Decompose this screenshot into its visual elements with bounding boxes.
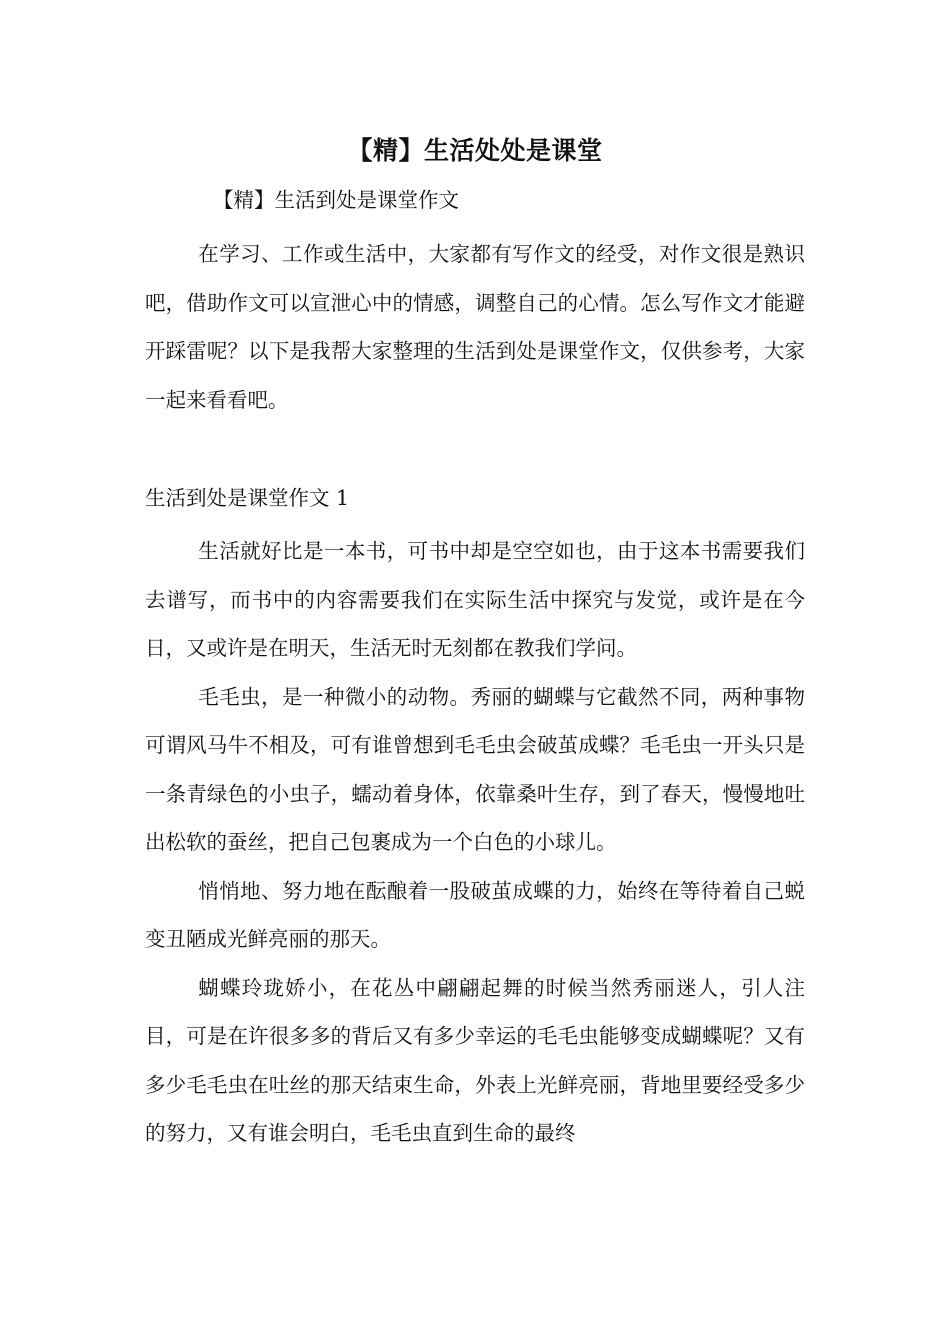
body-paragraph: 悄悄地、努力地在酝酿着一股破茧成蝶的力，始终在等待着自己蜕变丑陋成光鲜亮丽的那天。 (145, 878, 805, 951)
section-heading: 生活到处是课堂作文 1 (145, 486, 350, 510)
body-paragraph: 生活就好比是一本书，可书中却是空空如也，由于这本书需要我们去谱写，而书中的内容需要我们在实际生活中探究与发觉，或许是在今日，又或许是在明天，生活无时无刻都在教我们学问。 (145, 539, 805, 660)
body-paragraph: 毛毛虫，是一种微小的动物。秀丽的蝴蝶与它截然不同，两种事物可谓风马牛不相及，可有谁曾想到毛毛虫会破茧成蝶？毛毛虫一开头只是一条青绿色的小虫子，蠕动着身体，依靠桑叶生存，到了春天，慢慢地吐出松软的蚕丝，把自己包裹成为一个白色的小球儿。 (145, 684, 805, 854)
document-subtitle: 【精】生活到处是课堂作文 (213, 188, 459, 212)
body-paragraph: 蝴蝶玲珑娇小，在花丛中翩翩起舞的时候当然秀丽迷人，引人注目，可是在许很多多的背后又有多少幸运的毛毛虫能够变成蝴蝶呢？又有多少毛毛虫在吐丝的那天结束生命，外表上光鲜亮丽，背地里要经受多少的努力，又有谁会明白，毛毛虫直到生命的最终 (145, 975, 805, 1145)
section-body (145, 527, 805, 1158)
intro-block (145, 230, 805, 424)
document-title: 【精】生活处处是课堂 (347, 136, 603, 165)
intro-paragraph: 在学习、工作或生活中，大家都有写作文的经受，对作文很是熟识吧，借助作文可以宣泄心中的情感，调整自己的心情。怎么写作文才能避开踩雷呢？以下是我帮大家整理的生活到处是课堂作文，仅供参考，大家一起来看看吧。 (145, 242, 805, 412)
